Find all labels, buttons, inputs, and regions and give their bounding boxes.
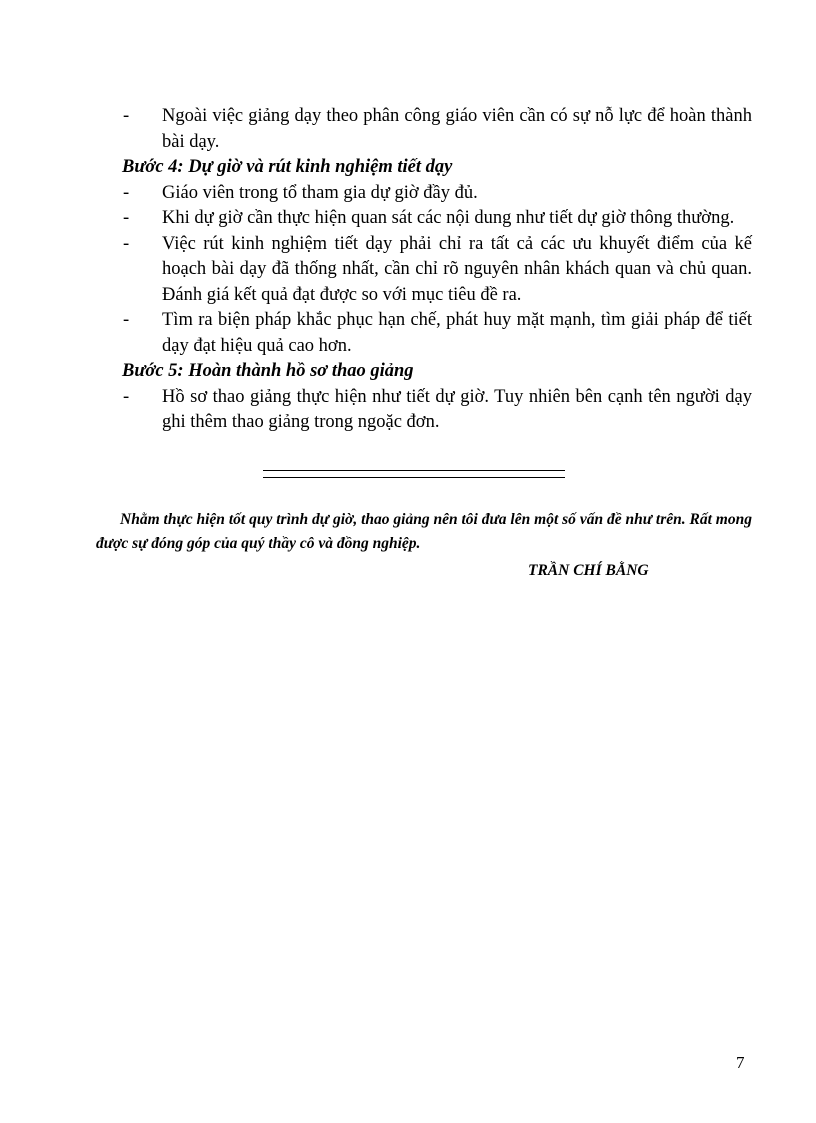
page-number: 7 — [736, 1053, 745, 1072]
bullet-dash: - — [123, 182, 130, 203]
bullet-dash: - — [123, 208, 130, 228]
list-item — [122, 385, 752, 436]
step5-heading: Bước 5: Hoàn thành hồ sơ thao giảng — [122, 361, 414, 381]
list-item-text: Tìm ra biện pháp khắc phục hạn chế, phát huy mặt mạnh, tìm giải pháp để tiết dạy đạt hiệu quả cao hơn. — [162, 310, 752, 356]
list-item-text: Khi dự giờ cần thực hiện quan sát các nội dung như tiết dự giờ thông thường. — [162, 208, 735, 228]
bullet-dash: - — [123, 106, 130, 126]
bullet-dash: - — [123, 233, 130, 254]
list-item-text: Hồ sơ thao giảng thực hiện như tiết dự giờ. Tuy nhiên bên cạnh tên người dạy ghi thêm thao giảng trong ngoặc đơn. — [162, 386, 752, 432]
closing-paragraph: Nhằm thực hiện tốt quy trình dự giờ, thao giảng nên tôi đưa lên một số vấn đề như trên. Rất mong được sự đóng góp của quý thầy cô và đồng nghiệp. — [96, 510, 752, 552]
list-item — [122, 232, 752, 309]
list-item — [122, 181, 752, 207]
step4-heading: Bước 4: Dự giờ và rút kinh nghiệm tiết dạy — [122, 157, 453, 177]
bullet-dash: - — [123, 386, 130, 407]
list-item-text: Việc rút kinh nghiệm tiết dạy phải chỉ ra tất cả các ưu khuyết điểm của kế hoạch bài dạy đã thống nhất, cần chỉ rõ nguyên nhân khách quan và chủ quan. Đánh giá kết quả đạt được so với mục tiêu đề ra. — [162, 233, 752, 305]
list-item-text: Giáo viên trong tổ tham gia dự giờ đầy đủ. — [162, 182, 478, 203]
section-divider — [263, 470, 565, 478]
list-item — [122, 206, 752, 232]
list-item — [122, 104, 752, 155]
document-body — [122, 104, 752, 436]
bullet-dash: - — [123, 310, 130, 330]
list-item — [122, 308, 752, 359]
list-item-text: Ngoài việc giảng dạy theo phân công giáo viên cần có sự nỗ lực để hoàn thành bài dạy. — [162, 106, 752, 152]
author-signature: TRẦN CHÍ BẰNG — [528, 562, 649, 579]
